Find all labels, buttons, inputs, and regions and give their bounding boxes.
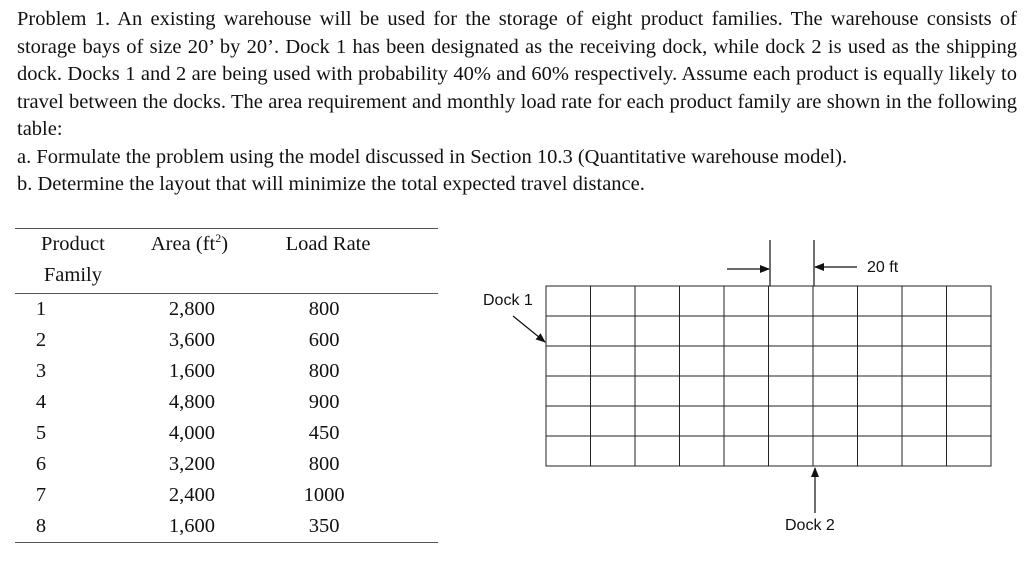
storage-bay: [769, 406, 814, 436]
part-b: b. Determine the layout that will minimize the total expected travel distance.: [17, 173, 645, 195]
storage-bay: [858, 376, 903, 406]
storage-bay: [858, 286, 903, 316]
family-cell: 7: [35, 484, 47, 506]
storage-bay: [591, 316, 636, 346]
storage-bay: [680, 316, 725, 346]
area-cell: 3,600: [168, 329, 215, 351]
storage-bay: [680, 406, 725, 436]
storage-bay: [858, 346, 903, 376]
storage-bay: [591, 346, 636, 376]
table-row: [15, 325, 438, 356]
storage-bay: [591, 376, 636, 406]
storage-bay: [813, 436, 858, 466]
table-row: [15, 294, 438, 326]
header-product-line1: Product: [41, 233, 105, 255]
storage-bay: [724, 316, 769, 346]
header-area-label: Area (ft: [150, 233, 216, 255]
storage-bay: [902, 436, 947, 466]
load-rate-cell: 800: [308, 298, 340, 320]
storage-bay: [813, 406, 858, 436]
storage-bay: [947, 346, 992, 376]
load-rate-cell: 800: [308, 453, 340, 475]
storage-bay: [635, 286, 680, 316]
storage-bay: [858, 436, 903, 466]
storage-bay: [591, 286, 636, 316]
storage-bay: [680, 376, 725, 406]
storage-bay: [813, 346, 858, 376]
storage-bay: [902, 316, 947, 346]
storage-bay: [947, 436, 992, 466]
area-cell: 3,200: [168, 453, 215, 475]
storage-bay: [947, 376, 992, 406]
storage-bay: [635, 346, 680, 376]
storage-bay: [635, 406, 680, 436]
storage-bay: [769, 286, 814, 316]
storage-bay: [769, 376, 814, 406]
table-row: [15, 356, 438, 387]
storage-bay: [680, 436, 725, 466]
storage-bay: [813, 316, 858, 346]
family-cell: 5: [35, 422, 47, 444]
storage-bay: [724, 436, 769, 466]
table-row: [15, 480, 438, 511]
table-header-row: [15, 229, 438, 294]
header-area-close: ): [221, 233, 229, 255]
storage-bay: [813, 376, 858, 406]
storage-bay: [902, 346, 947, 376]
storage-bay: [813, 286, 858, 316]
family-cell: 6: [35, 453, 47, 475]
storage-bay: [591, 406, 636, 436]
storage-bay: [546, 406, 591, 436]
storage-bay: [858, 316, 903, 346]
part-a: a. Formulate the problem using the model discussed in Section 10.3 (Quantitative warehouse model).: [17, 145, 848, 168]
family-cell: 4: [35, 391, 47, 413]
header-product-family: [15, 229, 131, 294]
header-product-line2: Family: [43, 264, 102, 286]
warehouse-layout-diagram: [475, 230, 1020, 550]
header-area-sup: 2: [215, 231, 222, 246]
load-rate-cell: 900: [308, 391, 340, 413]
area-cell: 4,000: [168, 422, 215, 444]
storage-bay: [635, 376, 680, 406]
storage-bay: [591, 436, 636, 466]
table-row: [15, 387, 438, 418]
storage-bay-grid: [546, 286, 991, 466]
problem-statement: [17, 6, 1017, 199]
load-rate-cell: 350: [308, 515, 340, 537]
storage-bay: [902, 286, 947, 316]
storage-bay: [902, 406, 947, 436]
storage-bay: [546, 376, 591, 406]
storage-bay: [724, 346, 769, 376]
storage-bay: [546, 436, 591, 466]
storage-bay: [724, 376, 769, 406]
header-area: [131, 229, 258, 294]
dock-2-label: Dock 2: [785, 517, 835, 534]
area-cell: 1,600: [168, 360, 215, 382]
bay-size-label: 20 ft: [867, 259, 899, 276]
storage-bay: [724, 406, 769, 436]
family-cell: 8: [35, 515, 47, 537]
storage-bay: [947, 406, 992, 436]
storage-bay: [635, 436, 680, 466]
family-cell: 2: [35, 329, 47, 351]
storage-bay: [858, 406, 903, 436]
area-cell: 1,600: [168, 515, 215, 537]
family-cell: 1: [35, 298, 47, 320]
storage-bay: [769, 436, 814, 466]
warehouse-diagram-svg: [475, 230, 1020, 550]
storage-bay: [546, 286, 591, 316]
load-rate-cell: 800: [308, 360, 340, 382]
load-rate-cell: 1000: [303, 484, 345, 506]
storage-bay: [724, 286, 769, 316]
header-load-rate: Load Rate: [285, 233, 371, 255]
dock-1-label: Dock 1: [483, 292, 533, 309]
storage-bay: [635, 316, 680, 346]
storage-bay: [546, 346, 591, 376]
storage-bay: [769, 346, 814, 376]
problem-paragraph: Problem 1. An existing warehouse will be used for the storage of eight product families. The warehouse consists of storage bays of size 20’ by 20’. Dock 1 has been designated as the receiving dock, while dock 2 is used as the shipping dock. Docks 1 and 2 are being used with probability 40% and 60% respectively. Assume each product is equally likely to travel between the docks. The area requirement and monthly load rate for each product family are shown in the following table:: [17, 8, 1017, 140]
storage-bay: [947, 286, 992, 316]
table-row: [15, 511, 438, 543]
storage-bay: [680, 346, 725, 376]
load-rate-cell: 600: [308, 329, 340, 351]
area-cell: 2,400: [168, 484, 215, 506]
dock-1-arrow: [513, 316, 545, 342]
load-rate-cell: 450: [308, 422, 340, 444]
table-row: [15, 418, 438, 449]
area-cell: 4,800: [168, 391, 215, 413]
storage-bay: [947, 316, 992, 346]
storage-bay: [680, 286, 725, 316]
storage-bay: [902, 376, 947, 406]
product-table: [15, 228, 438, 543]
storage-bay: [769, 316, 814, 346]
family-cell: 3: [35, 360, 47, 382]
area-cell: 2,800: [168, 298, 215, 320]
storage-bay: [546, 316, 591, 346]
table-row: [15, 449, 438, 480]
